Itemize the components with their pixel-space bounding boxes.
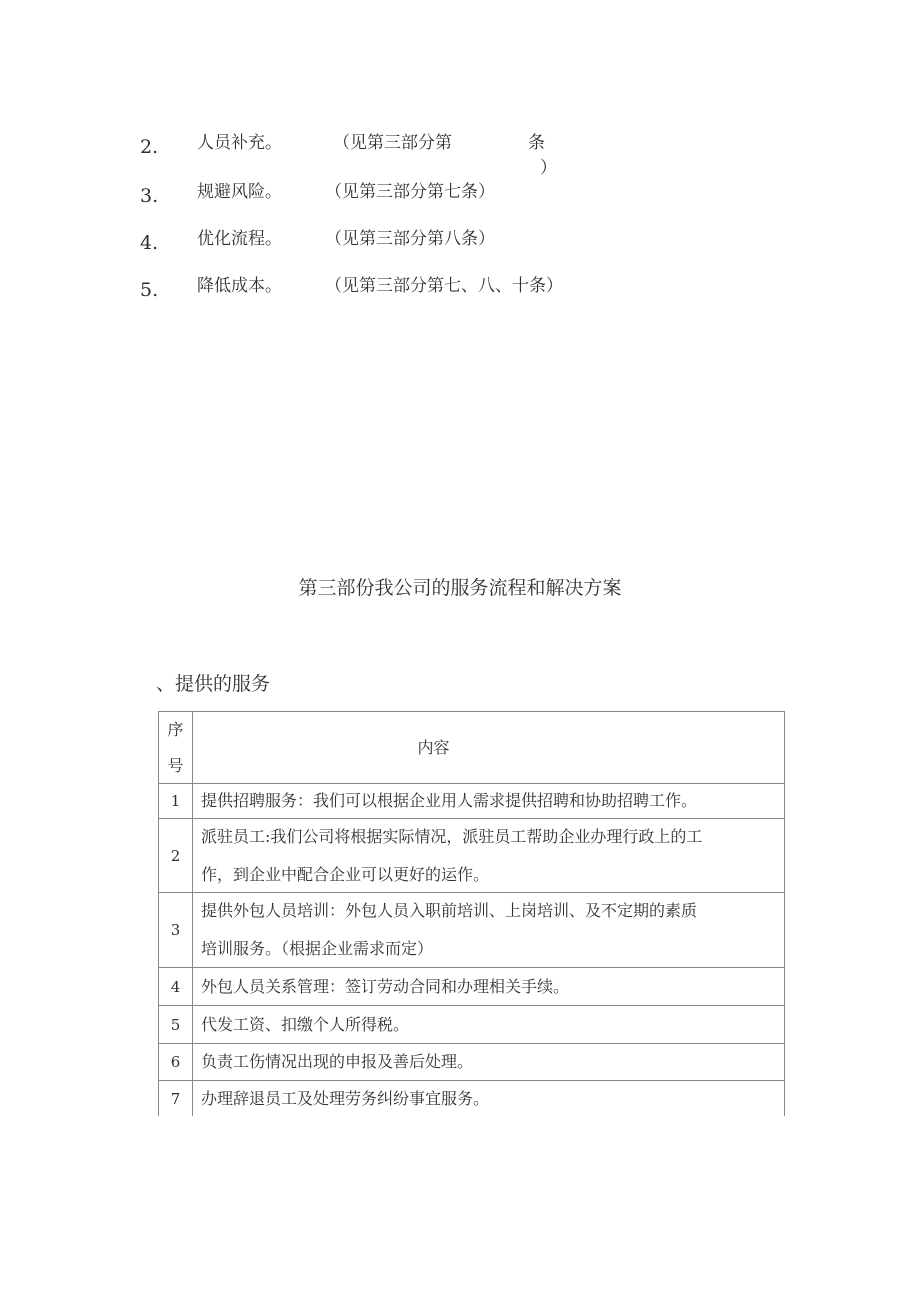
list-item-title: 人员补充。 (197, 133, 282, 153)
table-row (159, 784, 784, 819)
row-number-cell: 6 (159, 1044, 193, 1080)
table-row (159, 819, 784, 893)
table-row (159, 893, 784, 968)
list-item-reference: （见第三部分第 (333, 133, 452, 153)
list-item-number: 5. (140, 279, 159, 301)
list-item-reference-close: ） (540, 158, 557, 178)
row-content-line: 办理辞退员工及处理劳务纠纷事宜服务。 (201, 1088, 490, 1108)
row-content-line: 负责工伤情况出现的申报及善后处理。 (201, 1052, 474, 1071)
row-content-cell (193, 893, 784, 967)
table-row (159, 968, 784, 1006)
row-content-cell (193, 968, 784, 1005)
seq-header-line1: 序 (167, 719, 184, 739)
list-item (0, 131, 920, 158)
services-section-heading: 、提供的服务 (156, 673, 271, 695)
list-item-reference: （见第三部分第七、八、十条） (325, 276, 563, 296)
list-item-reference-suffix: 条 (528, 133, 545, 153)
row-number-cell: 2 (159, 819, 193, 892)
seq-column-header (159, 712, 193, 783)
content-column-header (193, 712, 784, 783)
list-item (0, 180, 920, 207)
table-row (159, 1006, 784, 1044)
row-content-cell (193, 784, 784, 818)
list-item-title: 优化流程。 (197, 229, 282, 249)
row-content-line: 作，到企业中配合企业可以更好的运作。 (201, 864, 490, 884)
list-item-number: 2. (140, 136, 159, 158)
row-number-cell: 7 (159, 1081, 193, 1116)
row-content-line: 派驻员工:我们公司将根据实际情况，派驻员工帮助企业办理行政上的工 (201, 826, 703, 846)
list-item-reference: （见第三部分第八条） (325, 229, 495, 249)
row-content-line: 代发工资、扣缴个人所得税。 (201, 1014, 410, 1034)
row-content-cell (193, 1006, 784, 1043)
row-number-cell: 1 (159, 784, 193, 818)
content-header-label: 内容 (417, 737, 450, 757)
row-content-line: 外包人员关系管理：签订劳动合同和办理相关手续。 (201, 976, 570, 996)
row-content-line: 培训服务。（根据企业需求而定） (201, 939, 434, 958)
part-title: 第三部份我公司的服务流程和解决方案 (298, 577, 622, 599)
table-header-row (159, 712, 784, 784)
row-content-line: 提供外包人员培训：外包人员入职前培训、上岗培训、及不定期的素质 (201, 901, 698, 920)
list-item-reference: （见第三部分第七条） (325, 182, 495, 202)
row-number-cell: 3 (159, 893, 193, 967)
list-item-number: 3. (140, 185, 159, 207)
row-number-cell: 5 (159, 1006, 193, 1043)
list-item-title: 规避风险。 (197, 182, 282, 202)
row-content-cell (193, 1081, 784, 1116)
row-content-cell (193, 1044, 784, 1080)
list-item (0, 274, 920, 301)
list-item-title: 降低成本。 (197, 276, 282, 296)
services-table (158, 711, 785, 1116)
seq-header-line2: 号 (167, 755, 184, 775)
list-item-number: 4. (140, 232, 159, 254)
table-row (159, 1044, 784, 1081)
row-number-cell: 4 (159, 968, 193, 1005)
row-content-line: 提供招聘服务：我们可以根据企业用人需求提供招聘和协助招聘工作。 (201, 791, 698, 810)
row-content-cell (193, 819, 784, 892)
table-row (159, 1081, 784, 1116)
list-item (0, 227, 920, 254)
